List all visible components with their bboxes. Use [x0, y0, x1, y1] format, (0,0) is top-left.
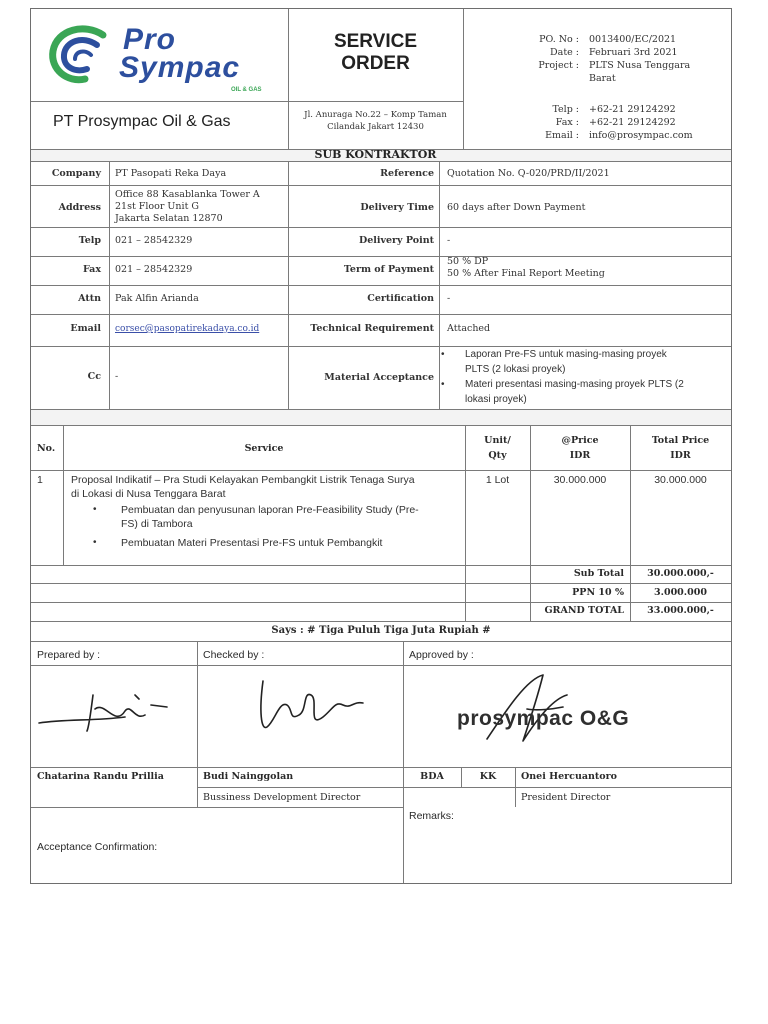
project-label: Project : [538, 60, 579, 71]
grand-total-label: GRAND TOTAL [544, 605, 624, 616]
col-header-price: @Price [561, 435, 599, 446]
doc-title-line1: SERVICE [333, 31, 418, 52]
email-field-link[interactable]: corsec@pasopatirekadaya.co.id [115, 324, 260, 334]
email-value: info@prosympac.com [589, 130, 693, 141]
fax-label: Fax : [555, 117, 579, 128]
ppn-label: PPN 10 % [572, 587, 624, 598]
payment-line1: 50 % DP [447, 256, 489, 267]
telp-field-value: 021 – 28542329 [115, 235, 193, 246]
email-field-label: Email [70, 323, 101, 334]
payment-line2: 50 % After Final Report Meeting [447, 268, 605, 279]
delivery-time-label: Delivery Time [360, 202, 434, 213]
technical-requirement-value: Attached [447, 323, 491, 334]
doc-title-line2: ORDER [341, 53, 410, 74]
bda-initials: BDA [420, 771, 444, 782]
fax-field-value: 021 – 28542329 [115, 264, 193, 275]
attn-field-value: Pak Alfin Arianda [115, 293, 199, 304]
signature-prepared [35, 681, 185, 741]
row-qty: 1 Lot [485, 474, 510, 486]
cc-field-value: - [115, 371, 119, 382]
fax-value: +62-21 29124292 [589, 117, 676, 128]
date-label: Date : [550, 47, 579, 58]
signature-checked [253, 671, 403, 741]
ppn-value: 3.000.000 [654, 587, 707, 598]
bullet-icon: • [93, 504, 97, 515]
fax-field-label: Fax [82, 264, 101, 275]
company-name: PT Prosympac Oil & Gas [53, 113, 231, 130]
col-header-price-currency: IDR [569, 450, 591, 461]
company-address-line1: Jl. Anuraga No.22 – Komp Taman [304, 110, 447, 120]
telp-value: +62-21 29124292 [589, 104, 676, 115]
section-title-sub-kontraktor: SUB KONTRAKTOR [314, 148, 437, 161]
checked-by-title: Bussiness Development Director [203, 792, 361, 803]
approved-by-title: President Director [521, 792, 611, 803]
bullet-icon: • [441, 349, 445, 360]
row-total: 30.000.000 [654, 474, 707, 486]
delivery-time-value: 60 days after Down Payment [447, 202, 586, 213]
project-value-line1: PLTS Nusa Tenggara [589, 60, 691, 71]
col-header-total: Total Price [651, 435, 710, 446]
prepared-by-name: Chatarina Randu Prillia [37, 771, 164, 782]
date-value: Februari 3rd 2021 [589, 47, 678, 58]
acceptance-confirmation-label: Acceptance Confirmation: [37, 841, 158, 853]
col-header-qty: Qty [488, 450, 507, 461]
col-header-no: No. [37, 443, 56, 454]
certification-value: - [447, 293, 451, 304]
col-header-unit: Unit/ [484, 435, 511, 446]
attn-field-label: Attn [78, 293, 101, 304]
checked-by-label: Checked by : [203, 649, 265, 661]
email-label: Email : [545, 130, 579, 141]
cc-field-label: Cc [87, 371, 101, 382]
address-field-label: Address [58, 202, 101, 213]
delivery-point-value: - [447, 235, 451, 246]
row-service-line2: di Lokasi di Nusa Tenggara Barat [71, 488, 226, 500]
telp-field-label: Telp [78, 235, 101, 246]
technical-requirement-label: Technical Requirement [310, 323, 434, 334]
po-value: 0013400/EC/2021 [589, 34, 677, 45]
po-label: PO. No : [539, 34, 579, 45]
row-no: 1 [37, 474, 43, 486]
row-service-line1: Proposal Indikatif – Pra Studi Kelayakan Pembangkit Listrik Tenaga Surya [71, 474, 415, 486]
reference-label: Reference [380, 168, 434, 179]
logo-swirl-icon [45, 21, 115, 91]
kk-initials: KK [479, 771, 497, 782]
col-header-total-currency: IDR [670, 450, 691, 461]
service-order-document: Pro Sympac OIL & GAS SERVICE ORDER PT Prosympac Oil & Gas Jl. Anuraga No.22 – Komp Taman Cilandak Jakart 12430 PO. No : 0013400/EC/2021 Date : Februari 3rd 2021 Project : PLTS Nusa Tenggara Barat Telp : +62-21 29124292 Fax : +62-21 29124292 Email : info@prosympac.com SUB KONTRAKTOR Company Address Telp Fax Attn Email Cc PT Pasopati Reka Daya Office 88 Kasablanka Tower A 21st Floor Unit G Jakarta Selatan 12870 021 – 28542329 021 – 28542329 Pak Alfin Arianda corsec@pasopatirekadaya.co.id - Reference Delivery Time Delivery Point Term of Payment Certification Technical Requirement Material Acceptance Quotation No. Q-020/PRD/II/2021 60 days after Down Payment - 50 % DP 50 % After Final Report Meeting - Attached • Laporan Pre-FS untuk masing-masing proyek PLTS (2 lokasi proyek) • Materi presentasi masing-masing proyek PLTS (2 lokasi proyek) No. Service Unit/ Qty @Price IDR Total Price IDR 1 Proposal Indikatif – Pra Studi Kelayakan Pembangkit Listrik Tenaga Surya di Lokasi di Nusa Tenggara Barat • Pembuatan dan penyusunan laporan Pre-Feasibility Study (Pre- FS) di Tambora • Pembuatan Materi Presentasi Pre-FS untuk Pembangkit 1 Lot 30.000.000 30.000.000 Sub Total 30.000.000,- PPN 10 % 3.000.000 GRAND TOTAL 33.000.000,- Says : # Tiga Puluh Tiga Juta Rupiah # Prepared by : Checked by : Approved by : prosympac O&G Chatarina Randu Prillia Budi Nainggolan Bussiness Development Director BDA KK Onei Hercuantoro President Director Acceptance Confirmation: Remarks: [30, 8, 732, 884]
bullet-icon: • [93, 537, 97, 548]
address-line1: Office 88 Kasablanka Tower A [115, 189, 260, 200]
logo-text-pro: Pro [123, 23, 177, 56]
logo-text-sympac: Sympac [119, 51, 241, 84]
company-address-line2: Cilandak Jakart 12430 [327, 122, 424, 132]
company-stamp: prosympac O&G [457, 707, 630, 730]
subtotal-value: 30.000.000,- [647, 568, 714, 579]
approved-by-label: Approved by : [409, 649, 474, 661]
term-of-payment-label: Term of Payment [343, 264, 434, 275]
approved-by-name: Onei Hercuantoro [521, 771, 617, 782]
address-line3: Jakarta Selatan 12870 [115, 213, 223, 224]
col-header-service: Service [244, 443, 284, 454]
amount-in-words: Says : # Tiga Puluh Tiga Juta Rupiah # [271, 625, 491, 636]
company-field-label: Company [51, 168, 101, 179]
company-field-value: PT Pasopati Reka Daya [115, 168, 227, 179]
grand-total-value: 33.000.000,- [647, 605, 714, 616]
address-line2: 21st Floor Unit G [115, 201, 200, 212]
reference-value: Quotation No. Q-020/PRD/II/2021 [447, 168, 610, 179]
company-logo [45, 19, 281, 97]
subtotal-label: Sub Total [573, 568, 624, 579]
delivery-point-label: Delivery Point [358, 235, 434, 246]
row-price: 30.000.000 [553, 474, 607, 486]
logo-tagline: OIL & GAS [231, 87, 262, 93]
bullet-icon: • [441, 379, 445, 390]
project-value-line2: Barat [589, 73, 616, 84]
certification-label: Certification [367, 293, 434, 304]
remarks-label: Remarks: [409, 810, 454, 822]
prepared-by-label: Prepared by : [37, 649, 101, 661]
checked-by-name: Budi Nainggolan [203, 771, 294, 782]
material-acceptance-label: Material Acceptance [324, 372, 434, 383]
telp-label: Telp : [552, 104, 579, 115]
